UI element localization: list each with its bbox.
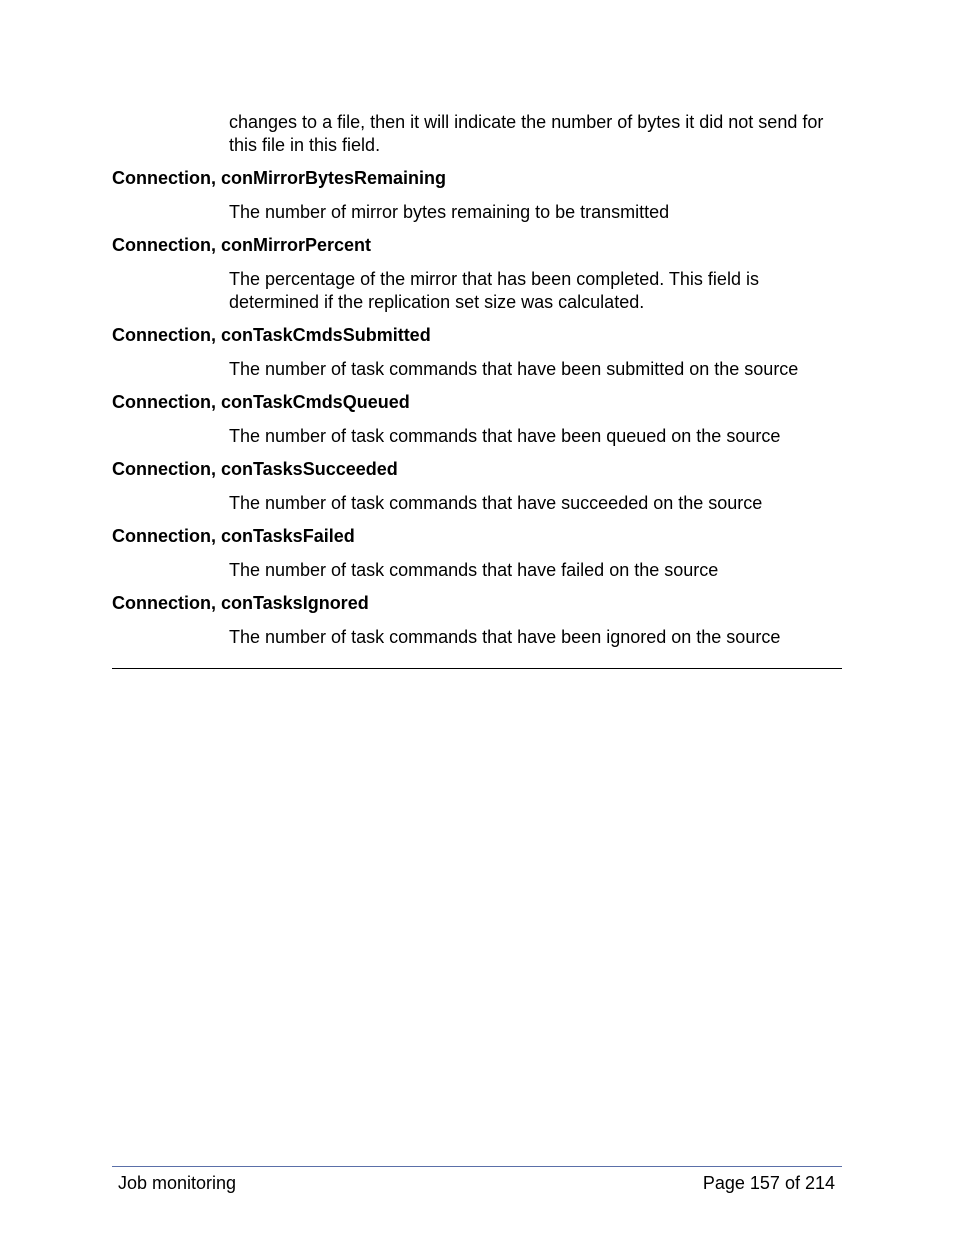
entry-description: The number of task commands that have been submitted on the source bbox=[229, 359, 799, 379]
footer-page-number: Page 157 of 214 bbox=[702, 1173, 835, 1193]
entry-description: The number of task commands that have failed on the source bbox=[229, 560, 719, 580]
definition-entry bbox=[112, 324, 842, 381]
entry-term: Connection, conTasksFailed bbox=[112, 526, 355, 546]
entry-description: The percentage of the mirror that has been completed. This field is determined if the replication set size was calculated. bbox=[229, 269, 759, 312]
entry-description: The number of task commands that have been queued on the source bbox=[229, 426, 781, 446]
entry-description: The number of mirror bytes remaining to be transmitted bbox=[229, 202, 670, 222]
definition-entry bbox=[112, 167, 842, 224]
section-end-divider bbox=[112, 668, 842, 669]
definition-entry bbox=[112, 525, 842, 582]
entry-term: Connection, conTasksIgnored bbox=[112, 593, 369, 613]
document-body bbox=[112, 111, 842, 649]
definition-entry bbox=[112, 592, 842, 649]
footer-section-title: Job monitoring bbox=[118, 1173, 237, 1193]
entry-term: Connection, conMirrorBytesRemaining bbox=[112, 168, 447, 188]
definition-entry bbox=[112, 234, 842, 314]
entry-description: The number of task commands that have succeeded on the source bbox=[229, 493, 763, 513]
entry-term: Connection, conTaskCmdsQueued bbox=[112, 392, 410, 412]
intro-paragraph: changes to a file, then it will indicate the number of bytes it did not send for this file in this field. bbox=[229, 112, 824, 155]
entry-term: Connection, conMirrorPercent bbox=[112, 235, 372, 255]
footer-divider bbox=[112, 1166, 842, 1167]
definition-entry bbox=[112, 458, 842, 515]
entry-term: Connection, conTaskCmdsSubmitted bbox=[112, 325, 431, 345]
entry-description: The number of task commands that have been ignored on the source bbox=[229, 627, 781, 647]
entry-term: Connection, conTasksSucceeded bbox=[112, 459, 398, 479]
definition-entry bbox=[112, 391, 842, 448]
